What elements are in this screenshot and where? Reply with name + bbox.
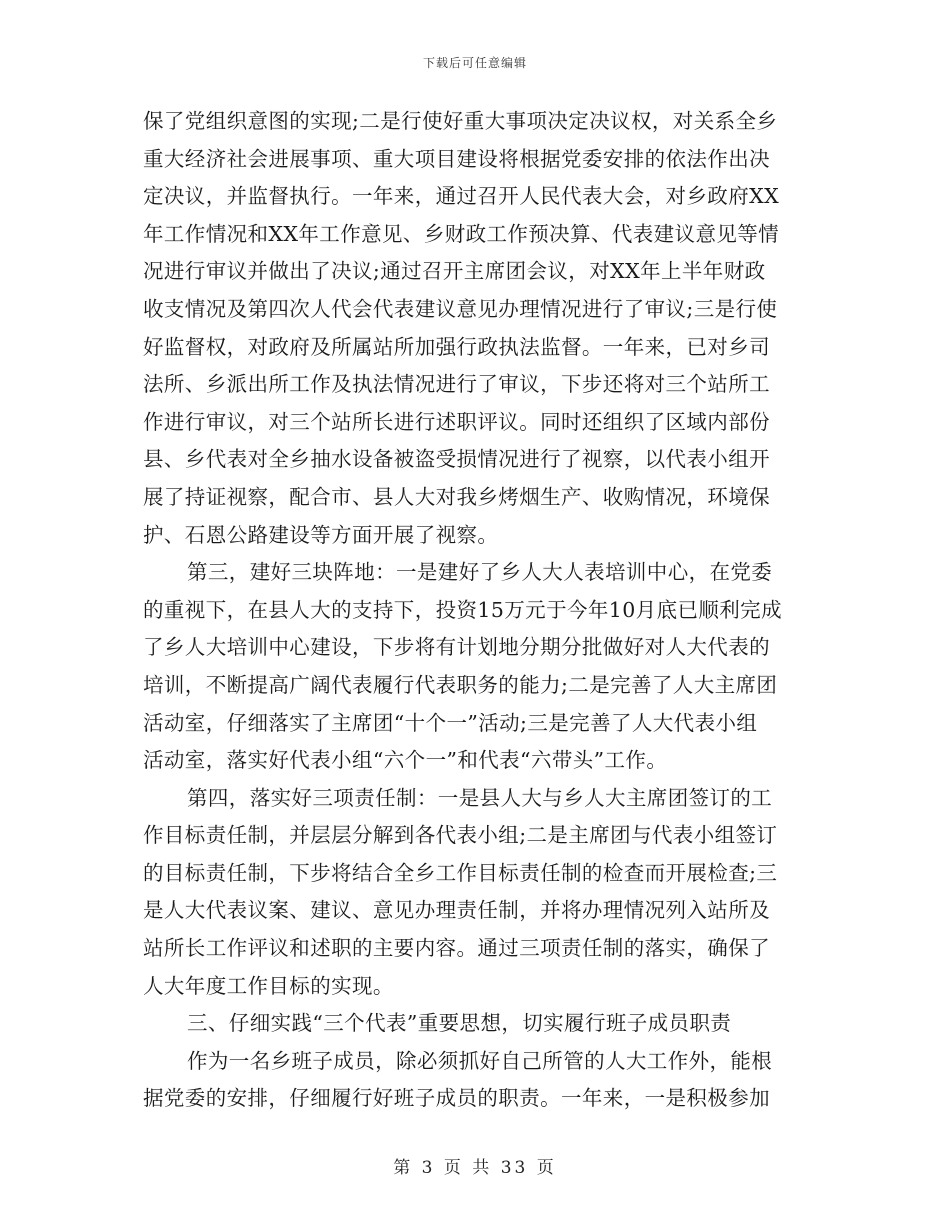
- text-line: 展了持证视察，配合市、县人大对我乡烤烟生产、收购情况，环境保: [143, 484, 770, 509]
- paragraph-start-line: 第四，落实好三项责任制：一是县人大与乡人大主席团签订的工: [187, 785, 773, 810]
- text-line: 据党委的安排，仔细履行好班子成员的职责。一年来，一是积极参加: [143, 1086, 770, 1111]
- document-body: [143, 103, 808, 1118]
- text-line: 法所、乡派出所工作及执法情况进行了审议，下步还将对三个站所工: [143, 372, 770, 397]
- text-line: 保了党组织意图的实现;二是行使好重大事项决定决议权，对关系全乡: [143, 109, 778, 133]
- text-line: 护、石恩公路建设等方面开展了视察。: [143, 522, 499, 547]
- text-line: 好监督权，对政府及所属站所加强行政执法监督。一年来，已对乡司: [143, 334, 770, 359]
- text-line: 作目标责任制，并层层分解到各代表小组;二是主席团与代表小组签订: [143, 823, 778, 848]
- text-line: 是人大代表议案、建议、意见办理责任制，并将办理情况列入站所及: [143, 898, 770, 923]
- paragraph-start-line: 作为一名乡班子成员，除必须抓好自己所管的人大工作外，能根: [187, 1048, 773, 1073]
- page-number-footer: 第 3 页 共 33 页: [393, 1158, 557, 1178]
- section-heading: 三、仔细实践“三个代表”重要思想，切实履行班子成员职责: [187, 1011, 732, 1036]
- paragraph-start-line: 第三，建好三块阵地：一是建好了乡人大人表培训中心，在党委: [187, 560, 773, 585]
- text-line: 县、乡代表对全乡抽水设备被盗受损情况进行了视察，以代表小组开: [143, 447, 770, 472]
- text-line: 人大年度工作目标的实现。: [143, 973, 394, 998]
- text-line: 了乡人大培训中心建设，下步将有计划地分期分批做好对人大代表的: [143, 635, 770, 660]
- text-line: 收支情况及第四次人代会代表建议意见办理情况进行了审议;三是行使: [143, 296, 778, 321]
- text-line: 定决议，并监督执行。一年来，通过召开人民代表大会，对乡政府XX: [143, 184, 780, 209]
- text-line: 的重视下，在县人大的支持下，投资15万元于今年10月底已顺利完成: [143, 597, 782, 622]
- text-line: 培训，不断提高广阔代表履行代表职务的能力;二是完善了人大主席团: [143, 672, 778, 697]
- page-header-note: 下载后可任意编辑: [422, 56, 527, 70]
- text-line: 活动室，仔细落实了主席团“十个一”活动;三是完善了人大代表小组: [143, 710, 758, 735]
- text-line: 活动室，落实好代表小组“六个一”和代表“六带头”工作。: [143, 748, 668, 773]
- text-line: 站所长工作评议和述职的主要内容。通过三项责任制的落实，确保了: [143, 936, 770, 961]
- text-line: 作进行审议，对三个站所长进行述职评议。同时还组织了区域内部份: [143, 409, 770, 434]
- text-line: 年工作情况和XX年工作意见、乡财政工作预决算、代表建议意见等情: [143, 221, 780, 246]
- text-line: 重大经济社会进展事项、重大项目建设将根据党委安排的依法作出决: [143, 146, 770, 171]
- text-line: 的目标责任制，下步将结合全乡工作目标责任制的检查而开展检查;三: [143, 860, 778, 885]
- text-line: 况进行审议并做出了决议;通过召开主席团会议，对XX年上半年财政: [143, 259, 766, 284]
